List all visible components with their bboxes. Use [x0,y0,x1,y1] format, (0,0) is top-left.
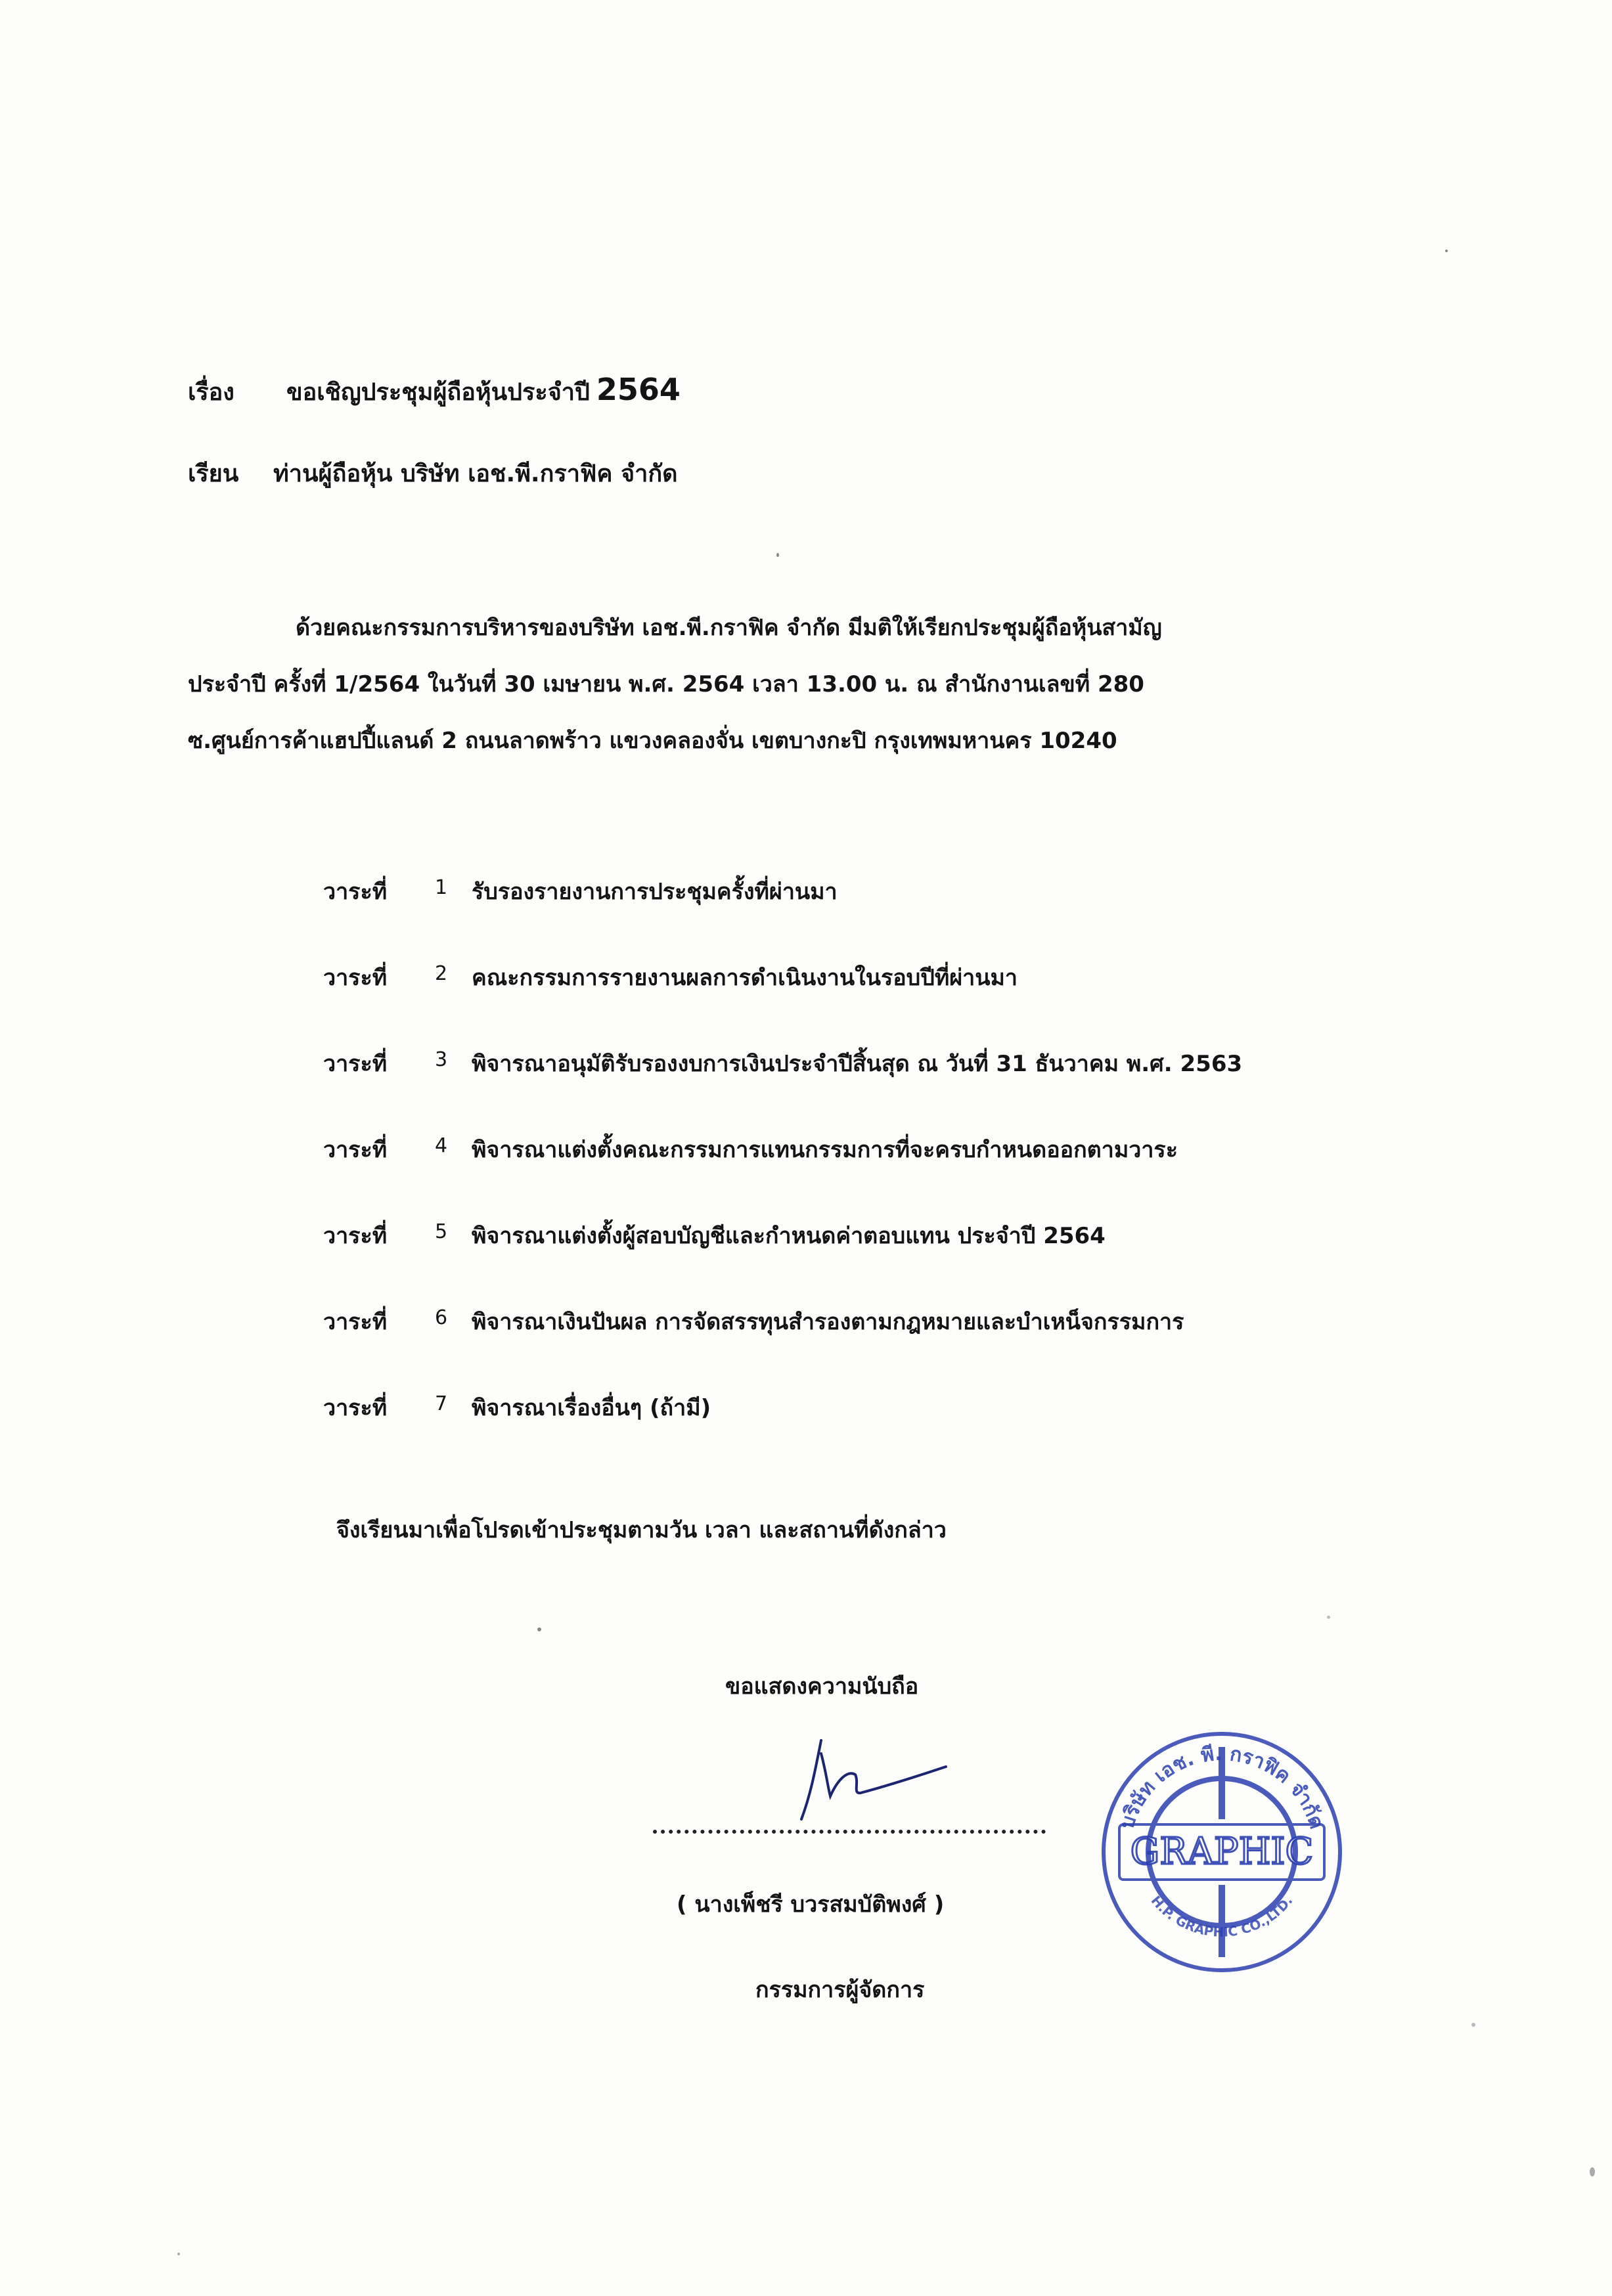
signature-mark [775,1734,972,1832]
scan-speck [1327,1616,1330,1619]
agenda-label: วาระที่ [323,879,388,905]
subject-line [188,372,681,408]
recipient-text: ท่านผู้ถือหุ้น บริษัท เอช.พี.กราฟิค จำกัด [273,460,678,487]
agenda-text: พิจารณาแต่งตั้งผู้สอบบัญชีและกำหนดค่าตอบแทน ประจำปี 2564 [472,1223,1106,1249]
agenda-text: พิจารณาอนุมัติรับรองงบการเงินประจำปีสิ้นสุด ณ วันที่ 31 ธันวาคม พ.ศ. 2563 [472,1051,1243,1077]
scan-speck [1445,250,1448,252]
body-line-1: ด้วยคณะกรรมการบริหารของบริษัท เอช.พี.กราฟิค จำกัด มีมติให้เรียกประชุมผู้ถือหุ้นสามัญ [296,615,1162,641]
subject-text: ขอเชิญประชุมผู้ถือหุ้นประจำปี [286,379,590,406]
agenda-text: พิจารณาแต่งตั้งคณะกรรมการแทนกรรมการที่จะครบกำหนดออกตามวาระ [472,1137,1178,1163]
signature-dotted-line [653,1830,1046,1834]
agenda-item-3 [323,1046,1242,1132]
agenda-label: วาระที่ [323,1223,388,1249]
agenda-item-1 [323,873,1242,960]
agenda-number: 7 [435,1392,448,1415]
scan-speck [776,553,779,557]
scan-speck [1590,2167,1595,2176]
agenda-item-7 [323,1390,1242,1476]
agenda-number: 5 [435,1220,448,1243]
agenda-item-4 [323,1132,1242,1218]
agenda-label: วาระที่ [323,1137,388,1163]
agenda-text: คณะกรรมการรายงานผลการดำเนินงานในรอบปีที่ผ่านมา [472,965,1018,991]
stamp-center-text: GRAPHIC [1130,1830,1314,1873]
agenda-label: วาระที่ [323,1395,388,1421]
regards-line: ขอแสดงความนับถือ [725,1673,919,1700]
recipient-label: เรียน [188,460,239,487]
stamp-bottom-text: H.P. GRAPHIC CO.,LTD. [1148,1892,1296,1940]
recipient-line [188,460,678,488]
subject-label: เรื่อง [188,379,235,406]
agenda-item-6 [323,1304,1242,1390]
agenda-text: รับรองรายงานการประชุมครั้งที่ผ่านมา [472,879,838,905]
scan-speck [177,2253,180,2255]
agenda-number: 2 [435,962,448,985]
agenda-number: 1 [435,876,448,899]
agenda-label: วาระที่ [323,1309,388,1335]
agenda-text: พิจารณาเงินปันผล การจัดสรรทุนสำรองตามกฎหมายและบำเหน็จกรรมการ [472,1309,1184,1335]
agenda-item-5 [323,1218,1242,1304]
body-line-3: ซ.ศูนย์การค้าแฮปปี้แลนด์ 2 ถนนลาดพร้าว แขวงคลองจั่น เขตบางกะปิ กรุงเทพมหานคร 10240 [188,728,1117,754]
signer-name: ( นางเพ็ชรี บวรสมบัติพงศ์ ) [677,1891,945,1918]
closing-line: จึงเรียนมาเพื่อโปรดเข้าประชุมตามวัน เวลา และสถานที่ดังกล่าว [336,1517,947,1543]
scan-speck [1471,2023,1475,2027]
agenda-label: วาระที่ [323,965,388,991]
agenda-number: 3 [435,1048,448,1071]
signer-position: กรรมการผู้จัดการ [755,1977,925,2003]
agenda-label: วาระที่ [323,1051,388,1077]
body-line-2: ประจำปี ครั้งที่ 1/2564 ในวันที่ 30 เมษายน พ.ศ. 2564 เวลา 13.00 น. ณ สำนักงานเลขที่ 280 [188,671,1144,697]
agenda-number: 4 [435,1134,448,1157]
scan-speck [537,1627,541,1631]
subject-year: 2564 [596,372,681,407]
agenda-text: พิจารณาเรื่องอื่นๆ (ถ้ามี) [472,1395,711,1421]
company-stamp [1090,1721,1353,1983]
stamp-ring-text: บริษัท เอช. พี. กราฟิค จำกัด [1115,1742,1329,1832]
agenda-item-2 [323,960,1242,1046]
agenda-list [323,873,1242,1476]
agenda-number: 6 [435,1306,448,1329]
